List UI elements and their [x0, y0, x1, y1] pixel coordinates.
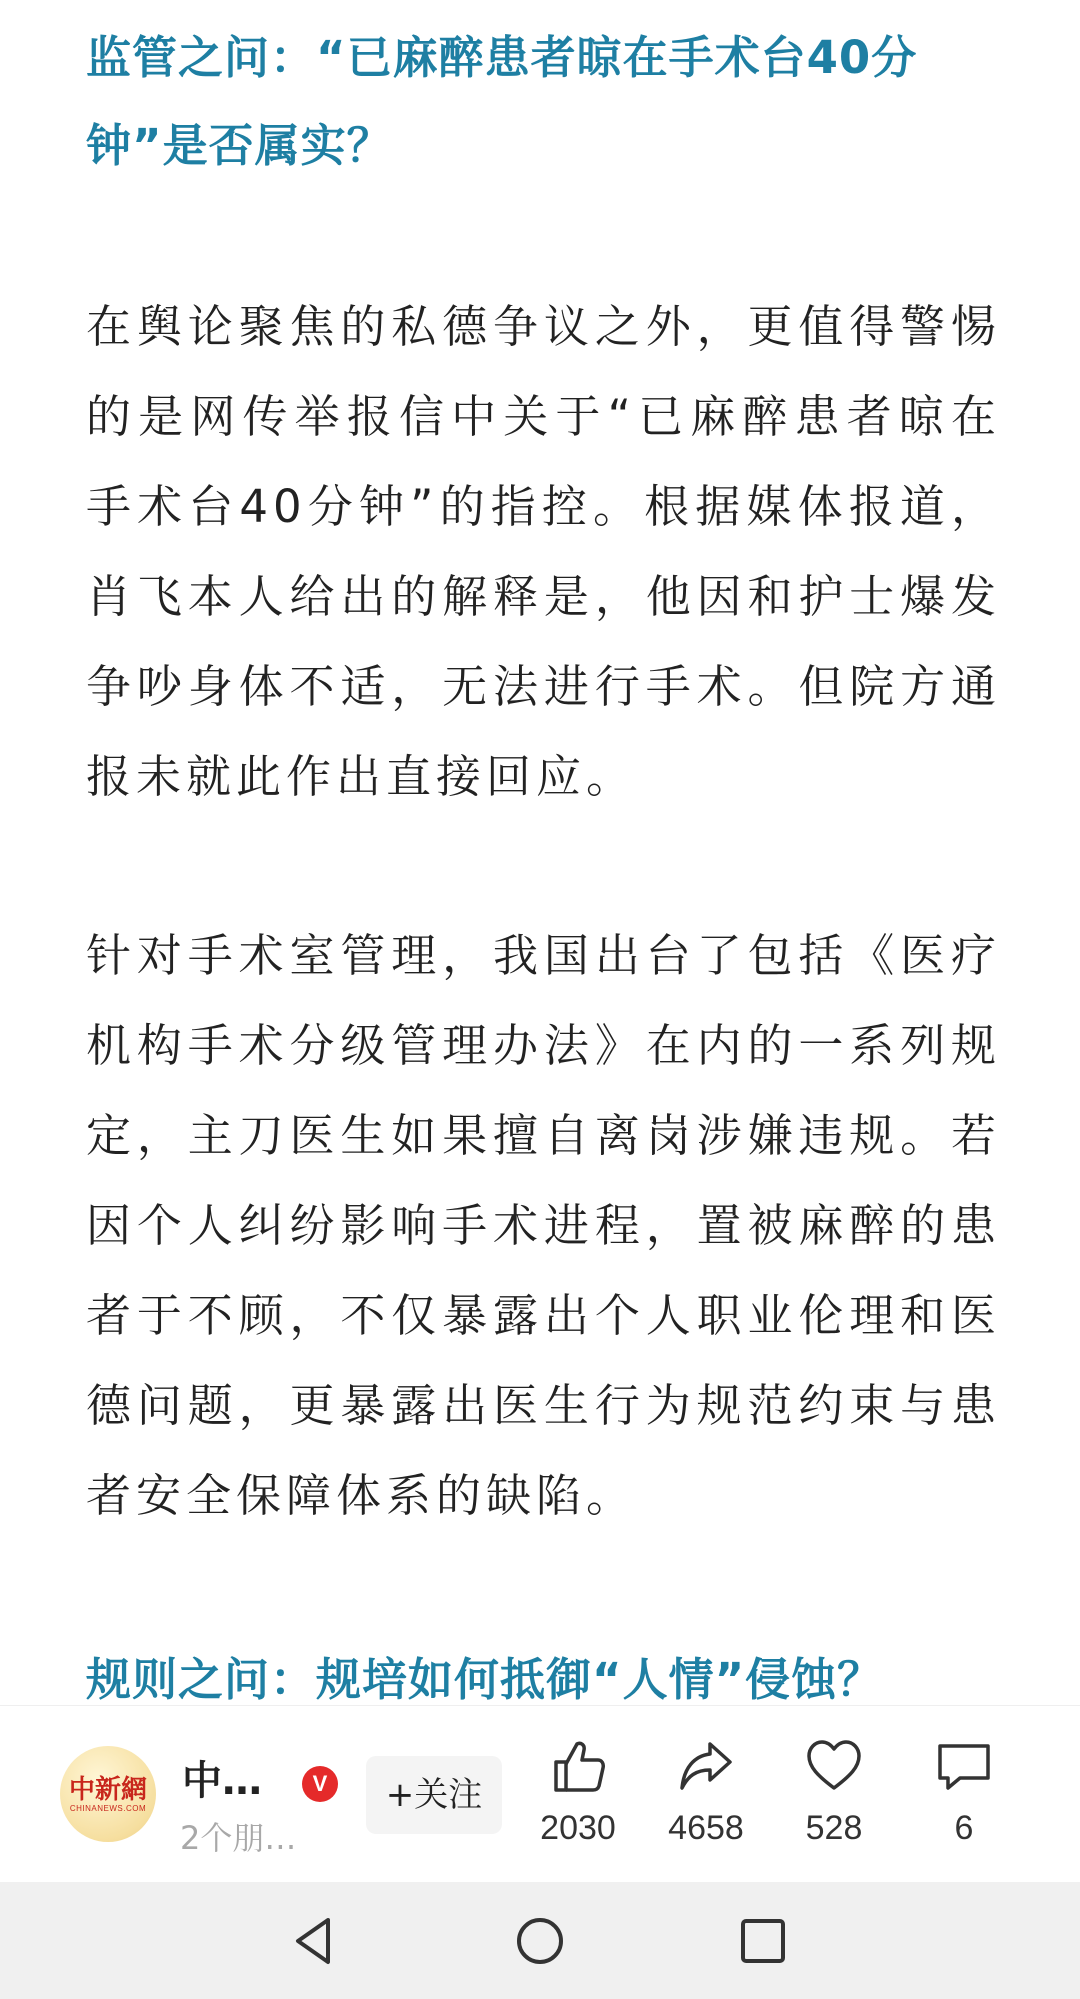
author-avatar[interactable] [60, 1746, 156, 1842]
verified-badge-icon: V [302, 1766, 338, 1802]
favorite-button[interactable] [769, 1736, 899, 1866]
section-heading-supervision: 监管之问：“已麻醉患者晾在手术台40分钟”是否属实？ [86, 31, 918, 172]
bottom-action-bar [0, 1705, 1080, 1883]
favorite-count: 528 [805, 1809, 863, 1847]
follow-button[interactable]: +关注 [366, 1756, 502, 1834]
system-navigation-bar [0, 1882, 1080, 1999]
author-name[interactable]: 中… [182, 1758, 262, 1804]
heart-icon [804, 1736, 864, 1796]
nav-home-button[interactable] [505, 1906, 575, 1976]
nav-back-button[interactable] [280, 1906, 350, 1976]
article-paragraph-1: 在舆论聚焦的私德争议之外，更值得警惕的是网传举报信中关于“已麻醉患者晾在手术台40分钟”的指控。根据媒体报道，肖飞本人给出的解释是，他因和护士爆发争吵身体不适，无法进行手术。但院方通报未就此作出直接回应。 [86, 300, 1001, 803]
share-count: 4658 [668, 1809, 744, 1847]
comment-count: 6 [954, 1809, 974, 1847]
chinanews-logo-subtext: CHINANEWS.COM [69, 1803, 147, 1813]
section-heading-rules: 规则之问：规培如何抵御“人情”侵蚀？ [86, 1653, 884, 1705]
home-circle-icon [505, 1906, 575, 1976]
nav-recents-button[interactable] [728, 1906, 798, 1976]
like-count: 2030 [540, 1809, 616, 1847]
author-friends-info: 2个朋… [180, 1819, 297, 1857]
comment-button[interactable] [899, 1736, 1029, 1866]
recents-square-icon [728, 1906, 798, 1976]
thumbs-up-icon [548, 1736, 608, 1796]
comment-bubble-icon [934, 1736, 994, 1796]
like-button[interactable] [513, 1736, 643, 1866]
article-paragraph-2: 针对手术室管理，我国出台了包括《医疗机构手术分级管理办法》在内的一系列规定，主刀医生如果擅自离岗涉嫌违规。若因个人纠纷影响手术进程，置被麻醉的患者于不顾，不仅暴露出个人职业伦理和医德问题，更暴露出医生行为规范约束与患者安全保障体系的缺陷。 [86, 929, 1001, 1522]
chinanews-logo-text: 中新網 [68, 1774, 147, 1805]
back-triangle-icon [280, 1906, 350, 1976]
share-button[interactable] [641, 1736, 771, 1866]
share-arrow-icon [676, 1736, 736, 1796]
